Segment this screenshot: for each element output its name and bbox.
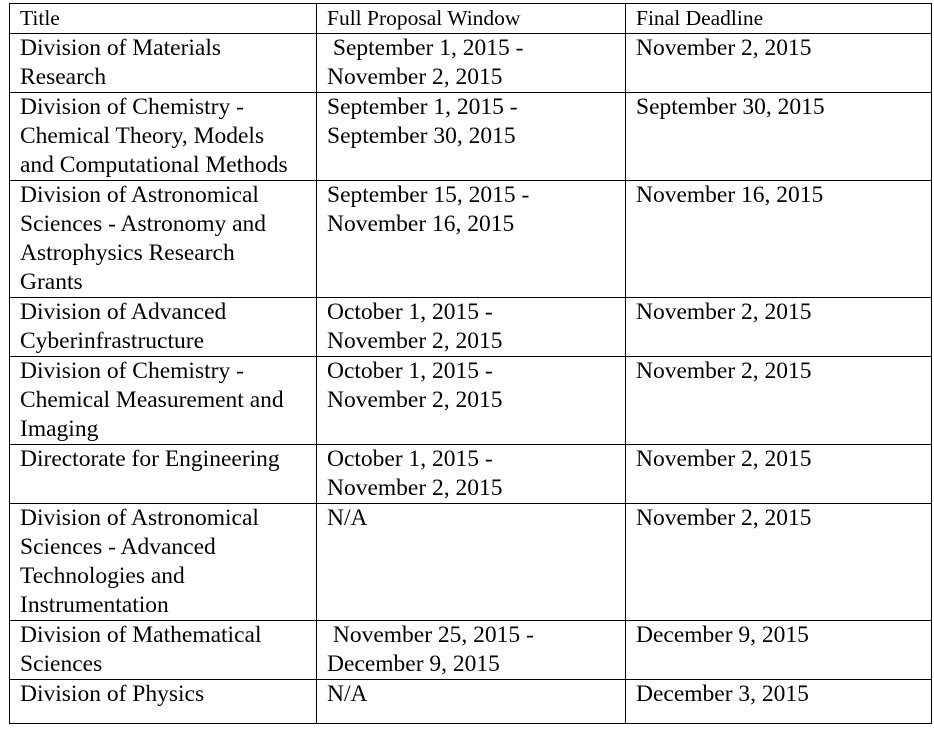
table-row (10, 357, 932, 445)
cell-title-line: Cyberinfrastructure (20, 328, 205, 354)
cell-full-proposal-window-line: October 1, 2015 - (327, 358, 493, 384)
cell-title (10, 680, 317, 724)
cell-final-deadline: November 2, 2015 (626, 357, 932, 445)
cell-full-proposal-window-line: November 2, 2015 (327, 328, 503, 354)
cell-final-deadline: December 3, 2015 (626, 680, 932, 724)
cell-full-proposal-window (317, 93, 626, 181)
cell-title-line: Sciences - Astronomy and (20, 211, 267, 237)
cell-title-line: Division of Physics (20, 681, 205, 707)
cell-full-proposal-window-line: November 2, 2015 (327, 387, 503, 413)
cell-final-deadline: December 9, 2015 (626, 621, 932, 680)
cell-full-proposal-window-line: September 1, 2015 - (327, 94, 518, 120)
cell-title-line: Division of Chemistry - (20, 94, 244, 120)
cell-full-proposal-window-line: November 2, 2015 (327, 64, 503, 90)
table-row (10, 298, 932, 357)
cell-title (10, 181, 317, 298)
cell-full-proposal-window-line: September 30, 2015 (327, 123, 516, 149)
cell-final-deadline: September 30, 2015 (626, 93, 932, 181)
header-row (10, 4, 932, 34)
cell-final-deadline: November 2, 2015 (626, 34, 932, 93)
cell-title-line: Astrophysics Research (20, 240, 235, 266)
cell-title-line: Chemical Theory, Models (20, 123, 265, 149)
cell-title-line: Division of Astronomical (20, 182, 259, 208)
cell-title (10, 298, 317, 357)
cell-title-line: and Computational Methods (20, 152, 288, 178)
table-row (10, 504, 932, 621)
cell-full-proposal-window (317, 357, 626, 445)
table-row (10, 680, 932, 724)
cell-final-deadline: November 2, 2015 (626, 445, 932, 504)
cell-full-proposal-window-line: September 15, 2015 - (327, 182, 530, 208)
table-body (10, 34, 932, 724)
cell-title (10, 93, 317, 181)
cell-full-proposal-window-line: November 16, 2015 (327, 211, 515, 237)
cell-full-proposal-window-line: N/A (327, 505, 368, 531)
cell-title (10, 445, 317, 504)
cell-title-line: Directorate for Engineering (20, 446, 280, 472)
cell-title-line: Sciences - Advanced (20, 534, 216, 560)
cell-full-proposal-window (317, 298, 626, 357)
cell-title (10, 504, 317, 621)
table-row (10, 181, 932, 298)
header-title: Title (10, 4, 317, 34)
cell-title-line: Instrumentation (20, 592, 169, 618)
cell-final-deadline: November 2, 2015 (626, 504, 932, 621)
cell-title-line: Sciences (20, 651, 103, 677)
cell-title-line: Chemical Measurement and (20, 387, 284, 413)
cell-title-line: Grants (20, 269, 83, 295)
cell-title-line: Technologies and (20, 563, 185, 589)
cell-full-proposal-window (317, 181, 626, 298)
cell-title-line: Division of Materials (20, 35, 222, 61)
header-full-proposal-window: Full Proposal Window (317, 4, 626, 34)
cell-title-line: Division of Advanced (20, 299, 227, 325)
cell-title-line: Imaging (20, 416, 99, 442)
cell-full-proposal-window (317, 621, 626, 680)
cell-full-proposal-window-line: October 1, 2015 - (327, 446, 493, 472)
cell-full-proposal-window (317, 504, 626, 621)
table-row (10, 93, 932, 181)
cell-full-proposal-window-line: December 9, 2015 (327, 651, 500, 677)
cell-full-proposal-window-line: October 1, 2015 - (327, 299, 493, 325)
cell-title (10, 357, 317, 445)
cell-full-proposal-window-line: N/A (327, 681, 368, 707)
cell-title-line: Division of Mathematical (20, 622, 262, 648)
cell-final-deadline: November 2, 2015 (626, 298, 932, 357)
table-row (10, 445, 932, 504)
cell-full-proposal-window (317, 445, 626, 504)
cell-title-line: Research (20, 64, 107, 90)
cell-full-proposal-window-line: September 1, 2015 - (327, 35, 524, 61)
deadline-table (9, 3, 932, 724)
cell-title (10, 621, 317, 680)
cell-title-line: Division of Chemistry - (20, 358, 244, 384)
table-row (10, 621, 932, 680)
cell-full-proposal-window-line: November 25, 2015 - (327, 622, 534, 648)
cell-final-deadline: November 16, 2015 (626, 181, 932, 298)
cell-full-proposal-window (317, 680, 626, 724)
cell-full-proposal-window (317, 34, 626, 93)
table-row (10, 34, 932, 93)
header-final-deadline: Final Deadline (626, 4, 932, 34)
cell-title-line: Division of Astronomical (20, 505, 259, 531)
cell-full-proposal-window-line: November 2, 2015 (327, 475, 503, 501)
cell-title (10, 34, 317, 93)
